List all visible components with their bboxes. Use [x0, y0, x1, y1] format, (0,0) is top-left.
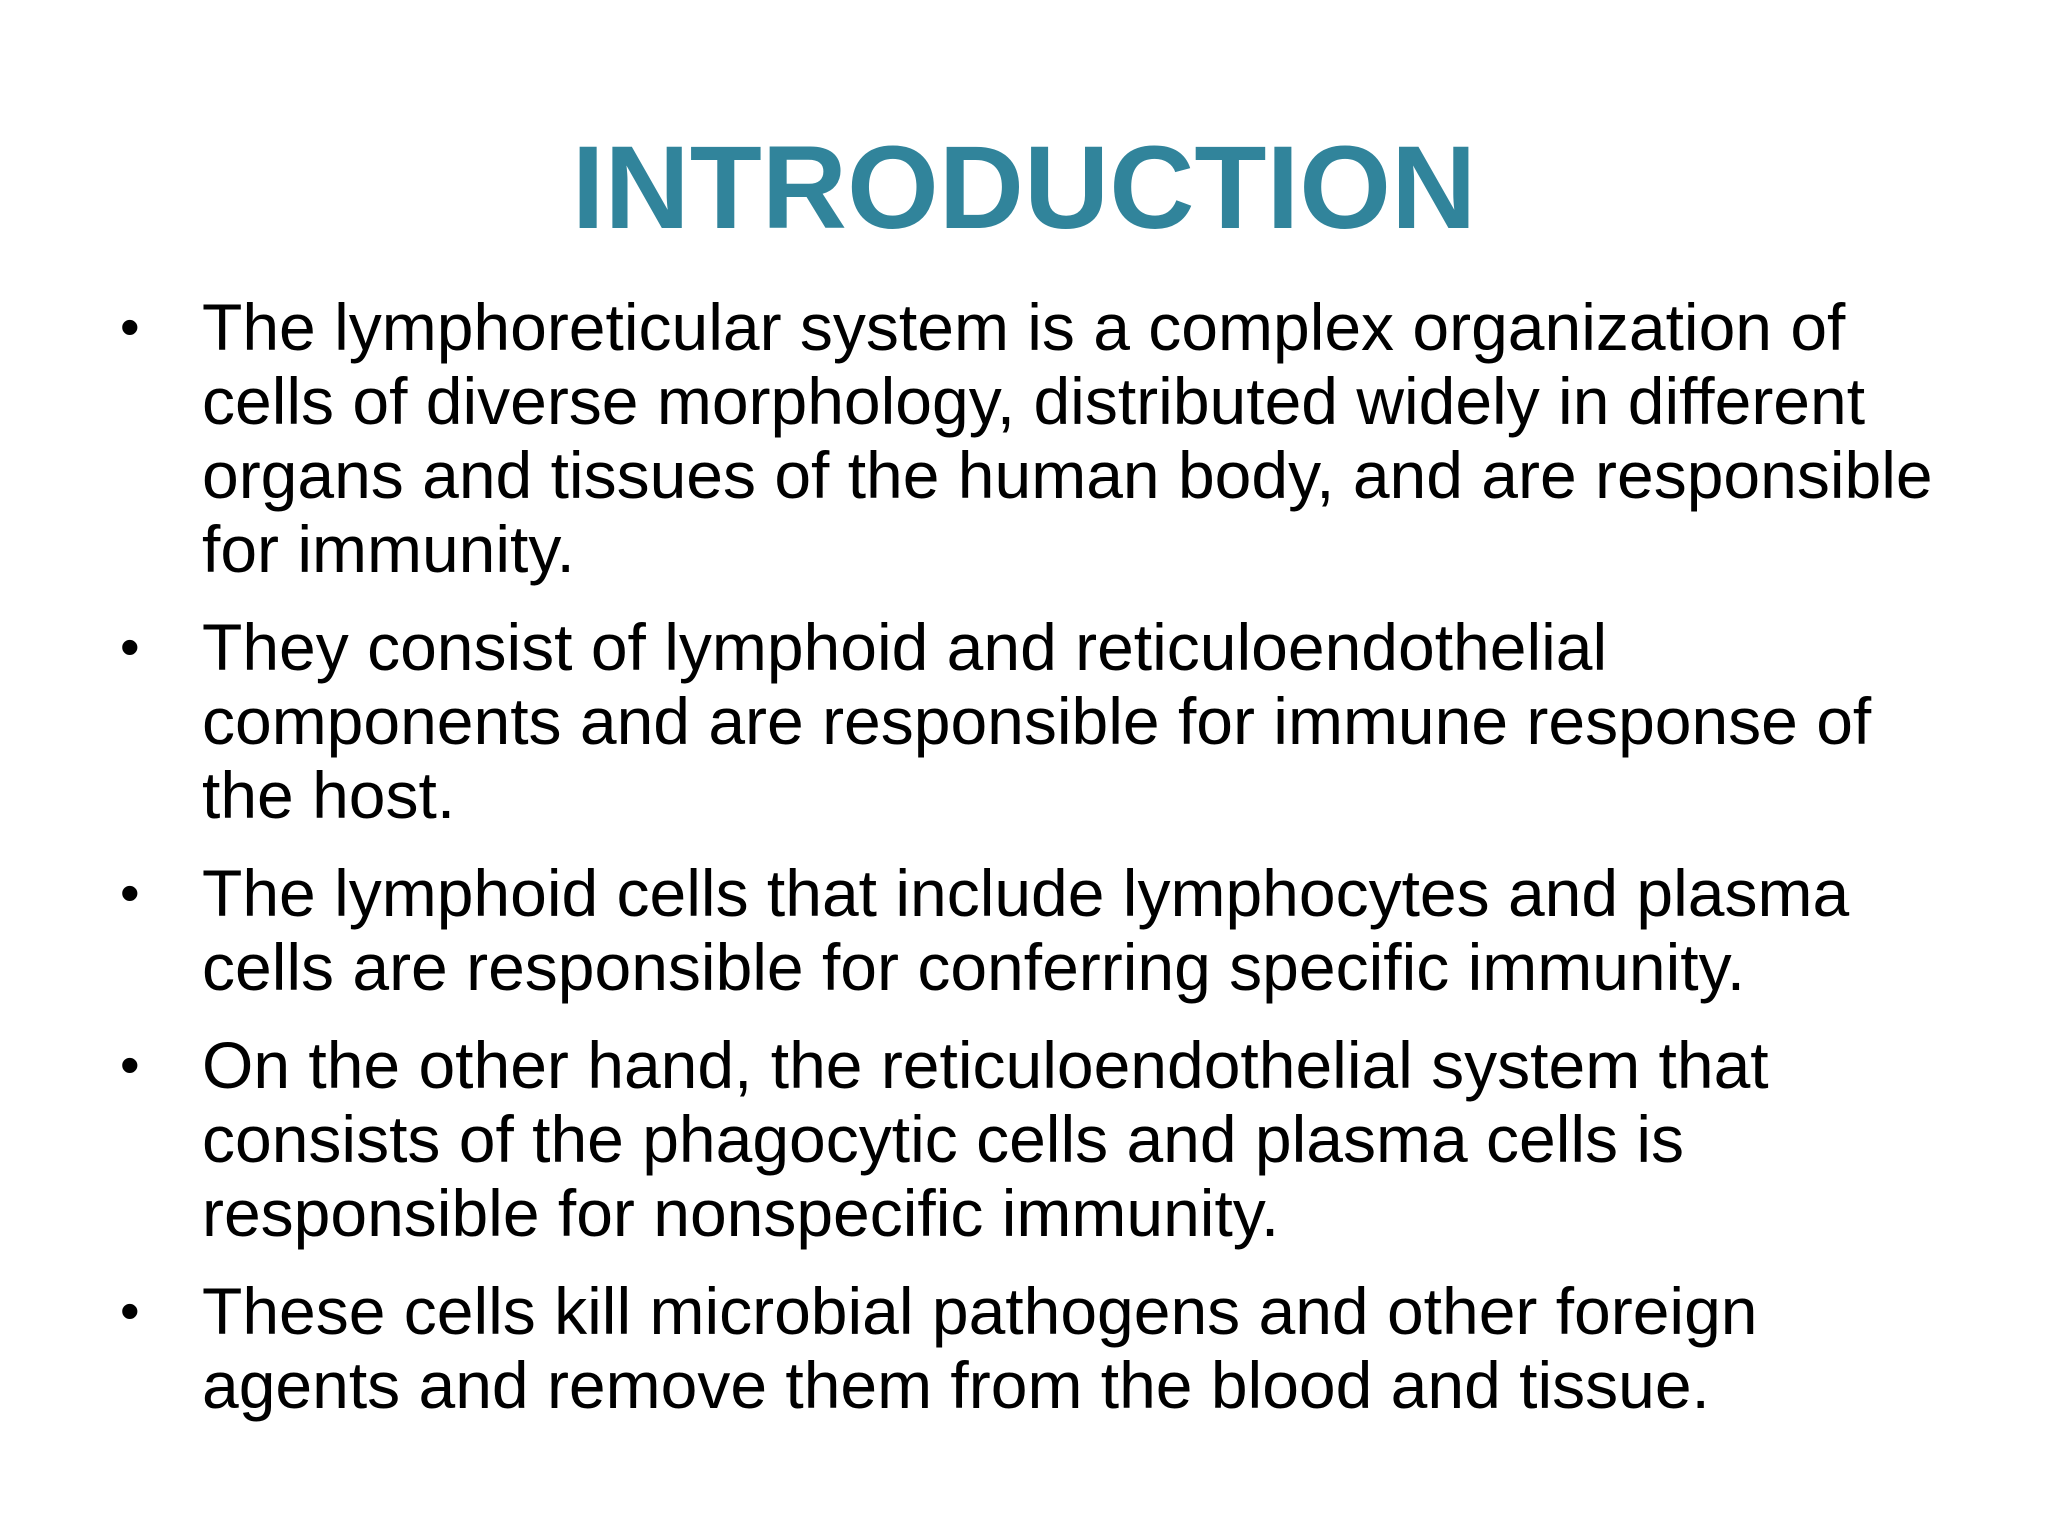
list-item: [120, 290, 1970, 586]
list-item: [120, 856, 1970, 1004]
bullet-text: They consist of lymphoid and reticuloendothelial components and are responsible for immune response of the host.: [202, 610, 1872, 832]
bullet-list: [120, 290, 1970, 1446]
bullet-text: The lymphoreticular system is a complex organization of cells of diverse morphology, distributed widely in different organs and tissues of the human body, and are responsible for immunity.: [202, 290, 1933, 586]
bullet-text: These cells kill microbial pathogens and other foreign agents and remove them from the blood and tissue.: [202, 1274, 1758, 1422]
list-item: [120, 1028, 1970, 1250]
bullet-text: On the other hand, the reticuloendothelial system that consists of the phagocytic cells and plasma cells is responsible for nonspecific immunity.: [202, 1028, 1769, 1250]
bullet-icon: •: [120, 861, 140, 924]
slide-title: INTRODUCTION: [571, 122, 1477, 254]
list-item: [120, 1274, 1970, 1422]
bullet-icon: •: [120, 295, 140, 358]
list-item: [120, 610, 1970, 832]
bullet-icon: •: [120, 1279, 140, 1342]
bullet-icon: •: [120, 615, 140, 678]
bullet-icon: •: [120, 1033, 140, 1096]
bullet-text: The lymphoid cells that include lymphocytes and plasma cells are responsible for conferring specific immunity.: [202, 856, 1850, 1004]
